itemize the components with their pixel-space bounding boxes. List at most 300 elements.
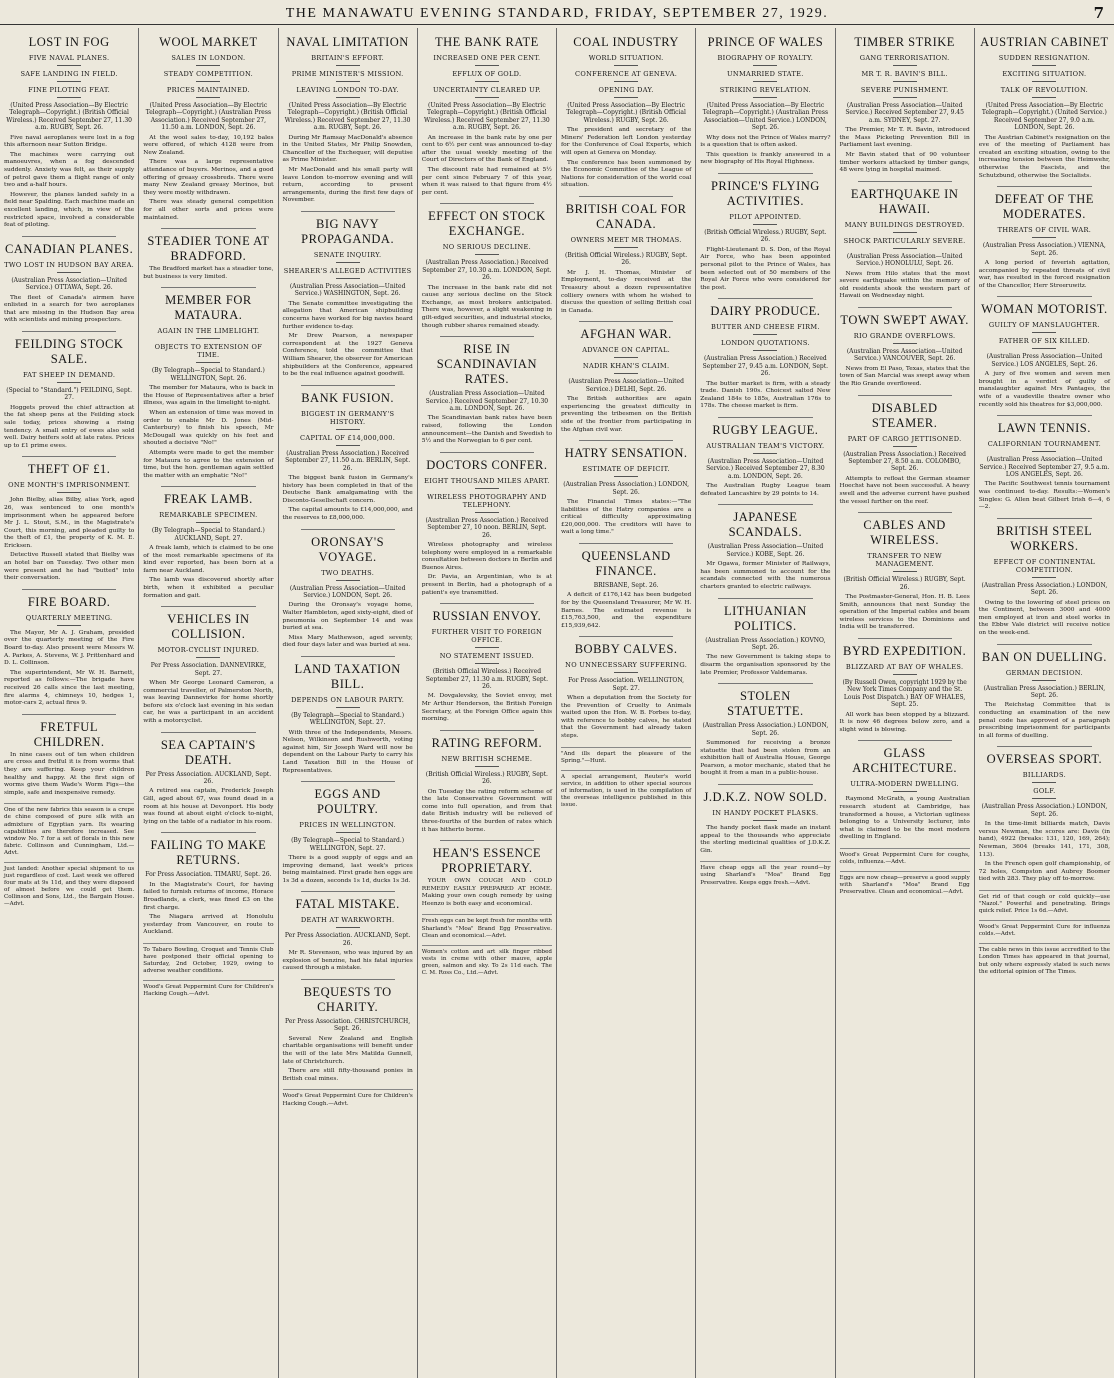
story-divider: [301, 529, 395, 530]
story-paragraph: YOUR OWN COUGH AND COLD REMEDY EASILY PREPARED AT HOME. Making your own cough remedy by using Heenzo is both easy and economical.: [421, 878, 552, 907]
story-dateline: (By Telegraph—Special to Standard.) AUCKLAND, Sept. 27.: [151, 527, 265, 542]
story-subheading: INCREASED ONE PER CENT.: [422, 54, 552, 66]
story-headline: FRETFUL CHILDREN.: [33, 719, 105, 749]
story-divider: [440, 203, 534, 204]
story-paragraph: There was a large representative attendance of buyers. Merinos, and a good offering of greasy crossbreds. There were many New Zealand greasy Merinos, but they were mostly withdrawn.: [143, 159, 274, 196]
story-divider: [997, 415, 1092, 416]
story-subheading: UNCERTAINTY CLEARED UP.: [422, 86, 552, 98]
story-divider: [22, 236, 116, 237]
classified-advert: Women's cotton and art silk finger ribbed vests in creme with other mauve, apple green, salmon and sky. To 2s 11d each. The C. M. Ross Co., Ltd.—Advt.: [422, 945, 552, 977]
story-divider: [718, 298, 812, 299]
story-paragraph: Wireless photography and wireless telephony were employed in a remarkable consultation between doctors in Berlin and Buenos Aires.: [421, 541, 552, 571]
story-paragraph: The Scandinavian bank rates have been raised, following the London announcement—the Danish and Swedish to 5½ and the Norwegian to 6 per cent.: [421, 415, 552, 445]
story-divider: [440, 730, 534, 731]
story-divider: [440, 840, 534, 841]
story-subheading: STRIKING REVELATION.: [700, 86, 830, 98]
story-subheading: BIGGEST IN GERMANY'S HISTORY.: [283, 410, 413, 430]
story-subheading: NO UNNECESSARY SUFFERING.: [561, 661, 691, 673]
news-story: [979, 35, 1110, 180]
story-subheading: GERMAN DECISION.: [979, 669, 1110, 681]
story-headline: RUSSIAN ENVOY.: [432, 609, 542, 624]
story-paragraph: However, the planes landed safely in a field near Spalding. Each machine made an excellent landing, which, in view of the restricted space, involved a considerable feat of piloting.: [4, 191, 135, 229]
story-subheading: ADVANCE ON CAPITAL.: [561, 346, 691, 358]
story-subheading: LEAVING LONDON TO-DAY.: [283, 86, 413, 98]
story-subheading: FATHER OF SIX KILLED.: [979, 337, 1110, 349]
news-story: [561, 446, 691, 537]
story-subheading: FIVE NAVAL PLANES.: [4, 54, 134, 66]
story-dateline: For Press Association. TIMARU, Sept. 26.: [145, 871, 272, 879]
story-subheading: RIO GRANDE OVERFLOWS.: [840, 332, 970, 344]
story-headline: TOWN SWEPT AWAY.: [840, 312, 969, 327]
story-divider: [301, 891, 395, 892]
story-subheading: AGAIN IN THE LIMELIGHT.: [143, 327, 273, 339]
story-headline: LAWN TENNIS.: [997, 421, 1091, 436]
story-subheading: PRIME MINISTER'S MISSION.: [283, 70, 413, 82]
news-column: [557, 28, 696, 1378]
story-dateline: (United Press Association—By Electric Telegraph—Copyright.) (British Official Wireless.) Received September 27, 11.30 a.m. RUGBY, Sept. 26.: [424, 102, 550, 132]
story-dateline: (United Press Association—By Electric Telegraph—Copyright.) (British Official Wireless.) Received September 27, 11.30 a.m. RUGBY, Sept. 26.: [6, 102, 132, 132]
story-paragraph: At the wool sales to-day, 10,192 bales were offered, of which 4128 were from New Zealand.: [143, 134, 274, 156]
story-dateline: (Australian Press Association—United Service.) LOS ANGELES, Sept. 26.: [986, 353, 1103, 368]
classified-advert: Wood's Great Peppermint Cure for coughs, colds, influenza.—Advt.: [840, 848, 970, 866]
news-story: [979, 752, 1110, 884]
news-story: [422, 209, 552, 330]
news-story: [700, 304, 830, 411]
classified-advert: One of the new fabrics this season is a crepe de chine composed of pure silk with an admixture of Egyptian yarn. Its wearing capabilities are therefore increased. See window No. 7 for a set of florals in this new fabric. Collinson and Cunningham, Ltd.—Advt.: [4, 803, 134, 857]
story-subheading: BLIZZARD AT BAY OF WHALES.: [840, 663, 970, 675]
story-subheading: ONE MONTH'S IMPRISONMENT.: [4, 481, 134, 493]
story-headline: MEMBER FOR MATAURA.: [165, 293, 252, 323]
story-subheading: FURTHER VISIT TO FOREIGN OFFICE.: [422, 628, 552, 648]
story-paragraph: The Pacific Southwest tennis tournament was continued to-day. Results:—Women's Singles: G. Allen beat Gilbert Irish 6—4, 6—2.: [978, 481, 1110, 511]
news-story: [283, 535, 413, 650]
story-headline: VEHICLES IN COLLISION.: [167, 612, 250, 642]
news-story: [561, 549, 691, 630]
story-paragraph: The butter market is firm, with a steady trade. Danish 190s. Choicest salted New Zealand 184s to 185s, Australian 176s to 178s. The cheese market is firm.: [700, 380, 831, 410]
story-divider: [301, 385, 395, 386]
story-dateline: (Australian Press Association.) Received September 27, 10 noon. BERLIN, Sept. 26.: [425, 516, 549, 539]
story-subheading: EFFLUX OF GOLD.: [422, 70, 552, 82]
story-headline: TIMBER STRIKE: [854, 35, 955, 49]
story-headline: COAL INDUSTRY: [573, 35, 679, 49]
story-subheading: DEPENDS ON LABOUR PARTY.: [283, 696, 413, 708]
story-divider: [22, 714, 116, 715]
story-subheading: THREATS OF CIVIL WAR.: [979, 226, 1110, 238]
story-paragraph: When an extension of time was moved in order to enable Mr D. Jones (Mid-Canterbury) to finish his speech, Mr McDougall was quickly on his feet and shouted a decisive "No!": [143, 409, 274, 447]
story-subheading: BUTTER AND CHEESE FIRM.: [700, 323, 830, 335]
story-dateline: (Australian Press Association.) Received September 27, 11.50 a.m. BERLIN, Sept. 26.: [285, 449, 411, 472]
story-divider: [858, 307, 952, 308]
story-paragraph: There is a good supply of eggs and an improving demand, last week's prices being maintained. First grade hen eggs are 1s 3d a dozen, seconds 1s 1d, ducks 1s 3d.: [282, 855, 413, 884]
story-dateline: (Australian Press Association.) VIENNA, Sept. 26.: [982, 242, 1106, 257]
news-story: [4, 462, 134, 583]
story-divider: [718, 784, 812, 785]
classified-advert: Wood's Great Peppermint Cure for Children's Hacking Cough.—Advt.: [283, 1089, 413, 1107]
story-divider: [22, 456, 116, 457]
news-story: [979, 302, 1110, 409]
story-headline: BRITISH COAL FOR CANADA.: [565, 201, 687, 231]
news-story: [283, 391, 413, 523]
story-paragraph: The machines were carrying out manoeuvres, when a fog descended suddenly. Anxiety was felt, as their supply of petrol gave them a flight range of only two and a-half hours.: [4, 151, 135, 189]
story-paragraph: Detective Russell stated that Bielby was an hotel bar on Tuesday. Two other men were present and he had "butted" into their conversation.: [4, 552, 135, 582]
classified-advert: To Tabaro Bowling, Croquet and Tennis Club have postponed their official opening to Saturday, 2nd October, 1929, owing to adverse weather conditions.: [143, 943, 273, 975]
news-story: [283, 35, 413, 205]
story-subheading: SHEARER'S ALLEGED ACTIVITIES: [283, 267, 413, 279]
news-story: [561, 642, 691, 740]
masthead-rule: [0, 24, 1114, 25]
story-headline: OVERSEAS SPORT.: [986, 752, 1103, 767]
story-dateline: (Australian Press Association.) LONDON, Sept. 26.: [981, 803, 1108, 818]
story-subheading: FAT SHEEP IN DEMAND.: [4, 371, 134, 383]
story-paragraph: The fleet of Canada's airmen have enlisted in a search for two aeroplanes that are missing in the Hudson Bay area with scientists and mining prospectors.: [4, 294, 135, 324]
story-divider: [858, 512, 952, 513]
news-story: [422, 342, 552, 446]
news-story: [979, 524, 1110, 638]
story-paragraph: When Mr George Leonard Cameron, a commercial traveller, of Palmerston North, was leaving Dannevirke for home shortly before six o'clock last evening in his sedan car, he was a participant in an accident with a motorcyclist.: [143, 680, 274, 725]
classified-advert: Eggs are now cheap—preserve a good supply with Sharland's "Moa" Brand Egg Preservative. Clean and economical.—Advt.: [840, 871, 970, 896]
story-headline: FATAL MISTAKE.: [295, 897, 400, 912]
story-divider: [161, 486, 255, 487]
story-paragraph: The biggest bank fusion in Germany's history has been completed in that of the Deutsche Bank amalgamating with the Disconto-Gesellschaft concern.: [282, 474, 413, 504]
story-headline: RISE IN SCANDINAVIAN RATES.: [436, 342, 537, 387]
story-divider: [301, 979, 395, 980]
story-headline: FREAK LAMB.: [163, 492, 253, 507]
newspaper-columns: [0, 28, 1114, 1378]
classified-advert: "And ills depart the pleasure of the Spring."—Hunt.: [561, 747, 691, 765]
story-paragraph: The conference has been summoned by the Economic Committee of the League of Nations for consideration of the world coal situation.: [561, 159, 692, 189]
story-headline: WOMAN MOTORIST.: [981, 302, 1108, 317]
story-headline: BYRD EXPEDITION.: [842, 643, 967, 658]
story-divider: [579, 321, 673, 322]
story-subheading: TWO LOST IN HUDSON BAY AREA.: [4, 261, 134, 273]
story-dateline: (Australian Press Association—United Service.) HONOLULU, Sept. 26.: [846, 252, 963, 268]
story-dateline: (British Official Wireless.) Received September 27, 11.30 a.m. RUGBY, Sept. 26.: [425, 668, 549, 690]
story-headline: PRINCE'S FLYING ACTIVITIES.: [710, 179, 820, 208]
news-story: [840, 746, 970, 842]
story-dateline: (Australian Press Association.) LONDON, Sept. 26.: [563, 481, 689, 496]
story-subheading: EXCITING SITUATION.: [979, 70, 1110, 82]
story-paragraph: The lamb was discovered shortly after birth, when it exhibited a peculiar formation and gait.: [143, 577, 274, 599]
news-story: [422, 736, 552, 834]
story-divider: [997, 644, 1092, 645]
story-headline: DEFEAT OF THE MODERATES.: [994, 192, 1094, 222]
news-column: [418, 28, 557, 1378]
story-subheading: BIOGRAPHY OF ROYALTY.: [700, 54, 830, 66]
story-dateline: (British Official Wireless.) RUGBY, Sept. 26.: [704, 229, 827, 244]
story-subheading: QUARTERLY MEETING.: [4, 614, 134, 626]
story-headline: BANK FUSION.: [301, 390, 395, 405]
news-column: [0, 28, 139, 1378]
classified-advert: A special arrangement, Reuter's world service, in addition to other special sources of information, is used in the compilation of the overseas intelligence published in this issue.: [561, 770, 691, 809]
story-paragraph: During Mr Ramsay MacDonald's absence in the United States, Mr Philip Snowden, Chancellor of the Exchequer, will deputise as Prime Minister.: [282, 134, 413, 164]
story-dateline: (United Press Association—By Electric Telegraph—Copyright.) (Australian Press Association—United Service.) LONDON, Sept. 26.: [702, 102, 829, 132]
news-story: [422, 35, 552, 197]
story-headline: AFGHAN WAR.: [580, 327, 672, 342]
story-headline: SEA CAPTAIN'S DEATH.: [160, 737, 256, 767]
story-paragraph: Dr. Pavia, an Argentinian, who is at present in Berlin, had a photograph of a patient's eye transmitted.: [421, 574, 552, 596]
story-paragraph: During the Oronsay's voyage home, Walter Hambleton, aged sixty-eight, died of pneumonia on September 14 and was buried at sea.: [282, 602, 413, 632]
story-paragraph: John Bielby, alias Bilby, alias York, aged 26, was sentenced to one month's imprisonment when he appeared before Mr J. L. Stout, S.M., in the Magistrate's Court, this morning, and pleaded guilty to the theft of £1, the property of K. M. E. Ericksen.: [4, 497, 135, 549]
story-dateline: (Australian Press Association—United Service.) DELHI, Sept. 26.: [568, 378, 684, 393]
story-divider: [301, 211, 395, 212]
story-paragraph: On Tuesday the rating reform scheme of the late Conservative Government will come into full operation, and from that date British industry will be relieved of three-fourths of the burden of rates which it has hitherto borne.: [421, 788, 552, 833]
story-divider: [718, 417, 812, 418]
news-story: [4, 35, 134, 230]
story-subheading: CALIFORNIAN TOURNAMENT.: [979, 440, 1110, 452]
story-headline: PRINCE OF WALES: [707, 35, 824, 49]
news-story: [283, 897, 413, 973]
story-paragraph: The Austrian Cabinet's resignation on the eve of the meeting of Parliament has created an exciting situation, owing to the increasing tension between the Heimwehr, otherwise the Fascists, and the Schutzbund, otherwise the Socialists.: [978, 134, 1110, 179]
news-story: [143, 492, 273, 600]
classified-advert: Fresh eggs can be kept fresh for months with Sharland's "Moa" Brand Egg Preservative. Clean and economical.—Advt.: [422, 914, 552, 939]
story-subheading: WIRELESS PHOTOGRAPHY AND TELEPHONY.: [422, 493, 552, 513]
story-paragraph: The capital amounts to £14,000,000, and the reserves to £8,000,000.: [282, 507, 413, 521]
story-divider: [579, 636, 673, 637]
story-dateline: (Australian Press Association—United Service.) OTTAWA, Sept. 26.: [11, 276, 127, 292]
story-divider: [997, 296, 1092, 297]
story-subheading: FINE PILOTING FEAT.: [4, 86, 134, 98]
story-subheading: ULTRA-MODERN DWELLING.: [840, 780, 970, 792]
story-paragraph: The increase in the bank rate did not cause any serious decline on the Stock Exchange, as most brokers anticipated. There was, however, a slight weakening in gilt-edged securities, and industrial stocks, though rubber shares remained steady.: [421, 284, 552, 329]
news-column: [975, 28, 1114, 1378]
story-dateline: (Australian Press Association—United Service.) WASHINGTON, Sept. 26.: [289, 282, 406, 298]
news-story: [143, 293, 273, 480]
news-story: [143, 738, 273, 827]
story-paragraph: Flight-Lieutenant D. S. Don, of the Royal Air Force, who has been appointed personal pilot to the Prince of Wales, has been selected out of 50 members of the Royal Air Force who were considered for the post.: [700, 246, 831, 291]
story-paragraph: Attempts were made to get the member for Mataura to agree to the extension of time, but the hon. gentleman again settled the matter with an emphatic "No!": [143, 449, 274, 479]
story-divider: [161, 228, 255, 229]
story-paragraph: In the Magistrate's Court, for having failed to furnish returns of income, Horace Broadlands, a clerk, was fined £3 on the first charge.: [143, 881, 274, 911]
classified-advert: Wood's Great Peppermint Cure for Children's Hacking Cough.—Advt.: [143, 980, 273, 998]
story-divider: [579, 440, 673, 441]
story-headline: BOBBY CALVES.: [574, 642, 678, 657]
story-dateline: Per Press Association. AUCKLAND, Sept. 26.: [284, 932, 411, 947]
story-headline: RATING REFORM.: [431, 735, 543, 750]
story-divider: [858, 181, 952, 182]
story-subheading: DEATH AT WARKWORTH.: [283, 916, 413, 928]
story-headline: THE BANK RATE: [435, 35, 539, 49]
news-story: [700, 790, 830, 855]
news-story: [979, 421, 1110, 512]
story-subheading: IN HANDY POCKET FLASKS.: [700, 809, 830, 821]
story-headline: JAPANESE SCANDALS.: [728, 510, 803, 540]
news-story: [143, 838, 273, 937]
story-headline: CABLES AND WIRELESS.: [863, 518, 946, 548]
news-story: [422, 846, 552, 908]
story-paragraph: The Mayor, Mr A. J. Graham, presided over the quarterly meeting of the Fire Board to-day. Also present were Messrs W. A. Parkes, A. Stevens, W. J. Prittenhard and D. L. Collinson.: [4, 629, 135, 667]
story-paragraph: Why does not the Prince of Wales marry? is a question that is often asked.: [700, 134, 831, 149]
story-dateline: (British Official Wireless.) RUGBY, Sept. 26.: [565, 251, 688, 267]
story-subheading: GOLF.: [979, 787, 1110, 799]
story-paragraph: Five naval aeroplanes were lost in a fog this afternoon near Sutton Bridge.: [4, 134, 135, 149]
story-headline: WOOL MARKET: [159, 35, 258, 49]
news-story: [4, 595, 134, 708]
story-paragraph: There are still fifty-thousand ponies in British coal mines.: [282, 1068, 413, 1082]
news-story: [561, 202, 691, 315]
story-paragraph: With three of the Independents, Messrs. Nelson, Wilkinson and Rushworth, voting against him, Sir Joseph Ward will now be dependent on the Labour Party to carry his Land Taxation Bill in the House of Representatives.: [282, 729, 413, 774]
story-paragraph: The new Government is taking steps to disarm the organisation sponsored by the late Premier, Professor Valdemaras.: [700, 654, 831, 676]
story-subheading: SHOCK PARTICULARLY SEVERE.: [840, 237, 970, 249]
story-divider: [161, 287, 255, 288]
news-story: [143, 612, 273, 725]
story-divider: [22, 331, 116, 332]
story-divider: [718, 683, 812, 684]
story-paragraph: All work has been stopped by a blizzard. It is now 46 degrees below zero, and a slight wind is blowing.: [839, 711, 970, 733]
story-subheading: SEVERE PUNISHMENT.: [840, 86, 970, 98]
news-story: [840, 35, 970, 175]
story-dateline: Per Press Association. CHRISTCHURCH, Sept. 26.: [285, 1018, 411, 1033]
story-paragraph: A long period of feverish agitation, accompanied by repeated threats of civil war, has resulted in the forced resignation of the Chancellor, Herr Streeruwitz.: [978, 260, 1110, 289]
news-story: [283, 662, 413, 775]
story-headline: LITHUANIAN POLITICS.: [723, 603, 807, 633]
story-headline: HATRY SENSATION.: [564, 446, 688, 461]
story-paragraph: Hoggets proved the chief attraction at the fat sheep pens at the Feilding stock sale today, prices showing a rising tendency. A small entry of ewes also sold well. Dairy heifers sold at late rates. Prices up to £1 prime ewes.: [4, 404, 135, 449]
news-story: [283, 985, 413, 1083]
story-paragraph: Owing to the lowering of steel prices on the Continent, between 3000 and 4000 men employed at iron and steel works in the Ebbw Vale district will receive notice on the week-end.: [978, 599, 1110, 636]
story-dateline: (Australian Press Association—United Service.) VANCOUVER, Sept. 26.: [846, 347, 963, 363]
story-subheading: LONDON QUOTATIONS.: [700, 339, 830, 351]
story-subheading: SENATE INQUIRY.: [283, 251, 413, 263]
story-dateline: Per Press Association. DANNEVIRKE, Sept. 27.: [150, 662, 266, 677]
news-story: [4, 242, 134, 325]
news-story: [143, 234, 273, 281]
story-paragraph: The Australian Rugby League team defeated Lancashire by 29 points to 14.: [700, 483, 831, 497]
news-story: [979, 650, 1110, 741]
news-column: [139, 28, 278, 1378]
story-paragraph: The Niagara arrived at Honolulu yesterday from Vancouver, en route to Auckland.: [143, 914, 274, 936]
story-subheading: CAPITAL OF £14,000,000.: [283, 434, 413, 446]
news-story: [700, 423, 830, 498]
story-dateline: (Australian Press Association.) LONDON, Sept. 26.: [702, 722, 829, 737]
story-paragraph: M. Dovgalevsky, the Soviet envoy, met Mr Arthur Henderson, the British Foreign Secretary, at the Foreign Office again this morning.: [421, 693, 552, 723]
story-headline: BAN ON DUELLING.: [981, 649, 1107, 664]
story-subheading: CONFERENCE AT GENEVA.: [561, 70, 691, 82]
story-subheading: PRICES IN WELLINGTON.: [283, 821, 413, 833]
story-dateline: (British Official Wireless.) RUGBY, Sept. 26.: [425, 770, 548, 786]
story-paragraph: Mr Bavin stated that of 90 volunteer timber workers attacked by timber gangs, 48 were lying in hospital maimed.: [839, 152, 970, 174]
story-headline: STEADIER TONE AT BRADFORD.: [147, 234, 270, 264]
story-headline: DOCTORS CONFER.: [426, 457, 548, 472]
story-paragraph: The handy pocket flask made an instant appeal to the thousands who appreciate the sterling medicinal qualities of J.D.K.Z. Gin.: [700, 824, 831, 854]
story-subheading: NEW BRITISH SCHEME.: [422, 755, 552, 767]
story-dateline: (Australian Press Association.) Received September 27, 10.30 a.m. LONDON, Sept. 26.: [422, 259, 552, 282]
story-subheading: TRANSFER TO NEW MANAGEMENT.: [840, 552, 970, 572]
story-divider: [440, 336, 534, 337]
story-divider: [997, 518, 1092, 519]
classified-advert: The cable news in this issue accredited to the London Times has appeared in that journal, but only where expressly stated is such news the editorial opinion of The Times.: [979, 943, 1110, 975]
story-paragraph: A retired sea captain, Frederick Joseph Gill, aged about 67, was found dead in a room at his house at Devonport. His body was found at about eight o'clock to-night, lying on the table of a radiator in his room.: [143, 788, 274, 825]
story-subheading: PART OF CARGO JETTISONED.: [840, 435, 970, 447]
story-divider: [579, 543, 673, 544]
story-divider: [718, 598, 812, 599]
story-dateline: (United Press Association—By Electric Telegraph—Copyright.) (United Service.) Received September 27, 9.0 a.m. LONDON, Sept. 26.: [981, 102, 1107, 132]
story-dateline: For Press Association. WELLINGTON, Sept. 27.: [568, 677, 685, 692]
story-headline: LOST IN FOG: [28, 35, 110, 49]
story-headline: BRITISH STEEL WORKERS.: [996, 523, 1093, 553]
story-divider: [161, 732, 255, 733]
story-paragraph: The president and secretary of the Miners' Federation left London yesterday for the Conference of Coal Experts, which will open at Geneva on Monday.: [561, 127, 692, 156]
story-dateline: (By Russell Owen, copyright 1929 by the New York Times Company and the St. Louis Post Dispatch.) BAY OF WHALES, Sept. 25.: [842, 678, 967, 709]
story-dateline: (United Press Association—By Electric Telegraph—Copyright.) (Australian Press Association.) Received September 27, 11.50 a.m. LONDON, Sept. 26.: [145, 102, 272, 132]
story-headline: AUSTRIAN CABINET: [980, 35, 1109, 49]
story-divider: [858, 638, 952, 639]
news-story: [422, 458, 552, 597]
story-paragraph: The Financial Times states:—"The liabilities of the Hatry companies are a critical difficulty approximating £20,000,000. The creditors will have to wait a long time.": [561, 498, 692, 536]
classified-advert: Wood's Great Peppermint Cure for influenza colds.—Advt.: [979, 920, 1110, 938]
news-story: [840, 644, 970, 734]
story-paragraph: This question is frankly answered in a new biography of His Royal Highness.: [700, 151, 831, 166]
story-paragraph: Several New Zealand and English charitable organisations will benefit under the will of the late Mrs Matilda Gunnell, late of Christchurch.: [282, 1035, 413, 1065]
story-paragraph: In the French open golf championship, of 72 holes, Compston and Aubrey Boomer tied with 283. They play off to-morrow.: [978, 861, 1110, 883]
news-story: [700, 604, 830, 678]
story-subheading: STEADY COMPETITION.: [143, 70, 273, 82]
story-headline: LAND TAXATION BILL.: [294, 661, 401, 691]
story-dateline: (Australian Press Association—United Service.) Received September 27, 9.5 a.m. LOS ANGELES, Sept. 26.: [979, 456, 1110, 478]
story-paragraph: Mr Ogawa, former Minister of Railways, has been summoned to account for the scandals connected with the numerous charters granted to electric railways.: [700, 561, 831, 590]
news-column: [279, 28, 418, 1378]
story-subheading: MOTOR-CYCLIST INJURED.: [143, 646, 273, 658]
story-dateline: (Australian Press Association.) Received September 27, 8.50 a.m. COLOMBO, Sept. 26.: [843, 450, 967, 473]
story-dateline: (Special to "Standard.") FEILDING, Sept. 27.: [6, 386, 132, 402]
story-divider: [997, 746, 1092, 747]
news-story: [4, 720, 134, 798]
story-headline: CANADIAN PLANES.: [5, 241, 134, 256]
story-divider: [440, 603, 534, 604]
story-subheading: MANY BUILDINGS DESTROYED.: [840, 221, 970, 233]
story-divider: [301, 656, 395, 657]
story-headline: DISABLED STEAMER.: [871, 400, 938, 430]
story-paragraph: Miss Mary Mathewson, aged seventy, died four days later and was buried at sea.: [282, 634, 413, 649]
story-headline: EFFECT ON STOCK EXCHANGE.: [428, 209, 546, 239]
story-headline: BIG NAVY PROPAGANDA.: [301, 216, 395, 246]
story-paragraph: In nine cases out of ten when children are cross and fretful it is from worms that they are suffering. Keep your children healthy and happy. At the first sign of worms give them Wade's Worm Figs—the simple, safe and inexpensive remedy.: [4, 751, 135, 796]
story-subheading: MR T. R. BAVIN'S BILL.: [840, 70, 970, 82]
story-headline: DAIRY PRODUCE.: [710, 304, 821, 319]
story-paragraph: An increase in the bank rate by one per cent to 6½ per cent was announced to-day after the usual weekly meeting of the Court of Directors of the Bank of England.: [421, 134, 552, 164]
story-divider: [858, 395, 952, 396]
story-paragraph: The British authorities are again experiencing the greatest difficulty in preventing the tribesmen on the British side of the frontier from participating in the Afghan civil war.: [561, 396, 692, 433]
story-dateline: (Australian Press Association.) KOVNO, Sept. 26.: [705, 636, 826, 651]
story-paragraph: News from El Paso, Texas, states that the town of San Marcial was swept away when the Rio Grande overflowed.: [839, 365, 970, 387]
story-paragraph: News from Hilo states that the most severe earthquake within the memory of old residents shook the western part of Hawaii on Wednesday night.: [839, 270, 970, 300]
news-story: [143, 35, 273, 222]
classified-advert: Have cheap eggs all the year round—by using Sharland's "Moa" Brand Egg Preservative. Keeps eggs fresh.—Advt.: [700, 861, 830, 886]
story-paragraph: Attempts to refloat the German steamer Hoechst have not been successful. A heavy swell and the adverse current have pushed the vessel further on the reef.: [839, 475, 970, 505]
story-dateline: Per Press Association. AUCKLAND, Sept. 26.: [145, 770, 272, 786]
story-subheading: NADIR KHAN'S CLAIM.: [561, 362, 691, 374]
story-divider: [161, 832, 255, 833]
story-divider: [440, 452, 534, 453]
story-subheading: SAFE LANDING IN FIELD.: [4, 70, 134, 82]
news-story: [700, 510, 830, 591]
story-headline: QUEENSLAND FINANCE.: [581, 548, 671, 578]
story-subheading: TALK OF REVOLUTION.: [979, 86, 1110, 98]
story-dateline: BRISBANE, Sept. 26.: [593, 581, 659, 589]
story-subheading: OPENING DAY.: [561, 86, 691, 98]
story-dateline: (By Telegraph—Special to Standard.) WELLINGTON, Sept. 27.: [291, 837, 405, 852]
story-headline: FAILING TO MAKE RETURNS.: [150, 838, 267, 868]
page-number: 7: [1093, 4, 1104, 22]
story-subheading: SUDDEN RESIGNATION.: [979, 54, 1110, 66]
story-divider: [22, 589, 116, 590]
story-paragraph: The discount rate had remained at 5½ per cent since February 7 of this year, when it was raised to that figure from 4½ per cent.: [421, 167, 552, 196]
story-paragraph: A freak lamb, which is claimed to be one of the most remarkable specimens of its kind ever reported, has been born at a farm near Auckland.: [143, 545, 274, 574]
news-story: [283, 217, 413, 379]
story-dateline: (Australian Press Association—United Service.) LONDON, Sept. 26.: [289, 584, 406, 599]
news-story: [840, 518, 970, 632]
classified-advert: Get rid of that cough or cold quickly—use "Nazol." Powerful and penetrating. Brings quick relief. Price 1s 6d.—Advt.: [979, 890, 1110, 915]
story-paragraph: When a deputation from the Society for the Prevention of Cruelty to Animals waited upon the Hon. W. B. Forbes to-day, with reference to bobby calves, he stated that the Government had already taken steps.: [561, 695, 692, 740]
